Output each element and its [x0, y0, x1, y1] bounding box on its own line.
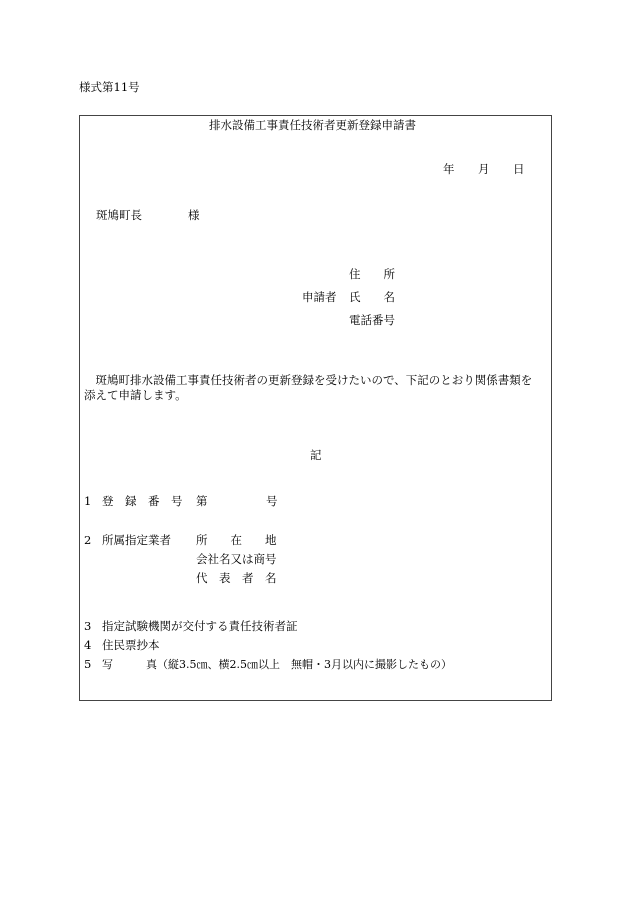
- date-year: 年: [443, 162, 455, 176]
- applicant-name-label: 氏 名: [349, 290, 395, 304]
- item-1-label: 登 録 番 号: [102, 494, 183, 508]
- item-1-value-prefix: 第: [196, 494, 208, 508]
- addressee-name: 斑鳩町長: [96, 208, 142, 222]
- item-3-number: 3: [84, 619, 92, 633]
- applicant-phone-label: 電話番号: [349, 313, 395, 327]
- item-1-number: 1: [84, 494, 92, 508]
- ki-heading: 記: [310, 448, 322, 462]
- item-5-label: 写 真（縦3.5㎝、横2.5㎝以上 無帽・3月以内に撮影したもの）: [102, 658, 452, 671]
- body-text-line-1: 斑鳩町排水設備工事責任技術者の更新登録を受けたいので、下記のとおり関係書類を: [84, 373, 533, 387]
- body-text-line-2: 添えて申請します。: [84, 388, 187, 402]
- item-2-label: 所属指定業者: [102, 533, 171, 547]
- item-2-sub-company: 会社名又は商号: [196, 552, 277, 566]
- form-number: 様式第11号: [79, 80, 140, 94]
- item-2-sub-address: 所 在 地: [196, 533, 277, 547]
- item-4-number: 4: [84, 638, 92, 652]
- item-5-number: 5: [84, 657, 92, 671]
- item-4-label: 住民票抄本: [102, 638, 160, 652]
- date-day: 日: [513, 162, 525, 176]
- item-3-label: 指定試験機関が交付する責任技術者証: [102, 619, 298, 633]
- applicant-address-label: 住 所: [349, 267, 395, 281]
- application-form-frame: [79, 115, 552, 701]
- item-2-number: 2: [84, 533, 92, 547]
- item-2-sub-representative: 代 表 者 名: [196, 571, 277, 585]
- applicant-label: 申請者: [302, 290, 337, 304]
- addressee-honorific: 様: [188, 208, 200, 222]
- form-title: 排水設備工事責任技術者更新登録申請書: [209, 118, 416, 132]
- date-month: 月: [478, 162, 490, 176]
- item-1-value-suffix: 号: [266, 494, 278, 508]
